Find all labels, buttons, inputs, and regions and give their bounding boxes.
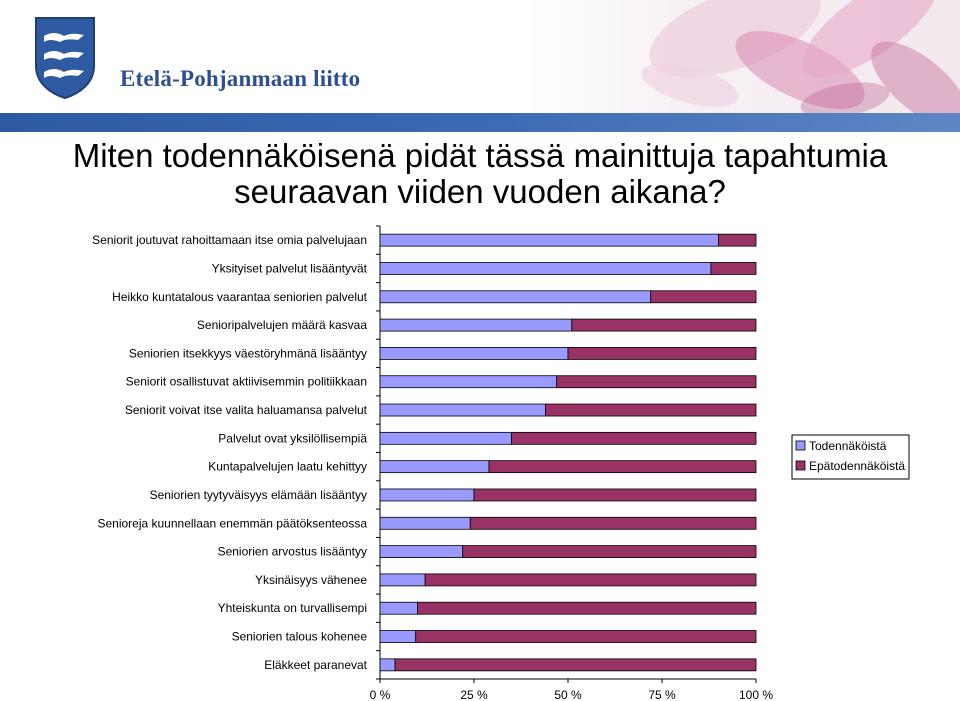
bar-segment-epatodennakoista	[568, 347, 756, 359]
bar-segment-todennakoista	[380, 659, 395, 671]
bar-segment-todennakoista	[380, 546, 463, 558]
bar-segment-todennakoista	[380, 489, 474, 501]
bar-segment-todennakoista	[380, 461, 489, 473]
x-tick-label: 50 %	[554, 688, 582, 701]
bar-segment-epatodennakoista	[470, 517, 756, 529]
category-label: Seniorit joutuvat rahoittamaan itse omia palvelujaan	[92, 233, 367, 248]
bar-segment-todennakoista	[380, 291, 651, 303]
category-label: Kuntapalvelujen laatu kehittyy	[208, 459, 367, 474]
bar-segment-epatodennakoista	[395, 659, 756, 671]
bar-segment-epatodennakoista	[463, 546, 756, 558]
bar-segment-todennakoista	[380, 631, 416, 643]
bar-segment-todennakoista	[380, 404, 545, 416]
bar-segment-epatodennakoista	[572, 319, 756, 331]
category-label: Heikko kuntatalous vaarantaa seniorien palvelut	[112, 289, 367, 304]
category-label: Senioreja kuunnellaan enemmän päätöksenteossa	[97, 516, 367, 531]
x-tick-label: 75 %	[648, 688, 676, 701]
bar-segment-todennakoista	[380, 432, 512, 444]
bar-segment-todennakoista	[380, 376, 557, 388]
legend-swatch	[796, 461, 805, 470]
category-label: Seniorien tyytyväisyys elämään lisääntyy	[149, 487, 367, 502]
category-label: Senioripalvelujen määrä kasvaa	[196, 318, 367, 333]
bar-segment-epatodennakoista	[545, 404, 756, 416]
bar-segment-epatodennakoista	[489, 461, 756, 473]
category-label: Seniorien talous kohenee	[231, 629, 367, 644]
bar-segment-epatodennakoista	[425, 574, 756, 586]
x-tick-label: 100 %	[738, 688, 774, 701]
category-label: Seniorien itsekkyys väestöryhmänä lisääntyy	[128, 346, 367, 361]
category-label: Yksinäisyys vähenee	[254, 572, 367, 587]
legend-label: Todennäköistä	[809, 439, 887, 453]
category-label: Seniorien arvostus lisääntyy	[217, 544, 367, 559]
organization-name: Etelä-Pohjanmaan liitto	[120, 66, 361, 91]
category-label: Seniorit osallistuvat aktiivisemmin politiikkaan	[125, 374, 367, 389]
bar-segment-epatodennakoista	[512, 432, 756, 444]
bar-segment-todennakoista	[380, 574, 425, 586]
bar-segment-epatodennakoista	[418, 602, 756, 614]
category-label: Eläkkeet paranevat	[264, 657, 367, 672]
legend-swatch	[796, 441, 805, 450]
legend-label: Epätodennäköistä	[809, 459, 906, 473]
bar-segment-todennakoista	[380, 602, 418, 614]
category-label: Seniorit voivat itse valita haluamansa palvelut	[124, 403, 367, 418]
bar-segment-todennakoista	[380, 319, 572, 331]
bar-segment-epatodennakoista	[416, 631, 756, 643]
slide-title-line-1: Miten todennäköisenä pidät tässä mainittuja tapahtumia	[72, 137, 888, 174]
x-tick-label: 25 %	[460, 688, 488, 701]
bar-segment-todennakoista	[380, 234, 718, 246]
category-label: Palvelut ovat yksilöllisempiä	[218, 431, 367, 446]
bar-segment-epatodennakoista	[651, 291, 756, 303]
bar-segment-todennakoista	[380, 517, 470, 529]
category-label: Yksityiset palvelut lisääntyvät	[211, 261, 367, 276]
bar-segment-epatodennakoista	[557, 376, 756, 388]
bar-segment-todennakoista	[380, 347, 568, 359]
bar-segment-epatodennakoista	[474, 489, 756, 501]
bar-segment-todennakoista	[380, 262, 711, 274]
slide-title-line-2: seuraavan viiden vuoden aikana?	[234, 173, 726, 210]
x-tick-label: 0 %	[369, 688, 391, 701]
bar-segment-epatodennakoista	[718, 234, 756, 246]
bar-segment-epatodennakoista	[711, 262, 756, 274]
category-label: Yhteiskunta on turvallisempi	[217, 601, 367, 616]
